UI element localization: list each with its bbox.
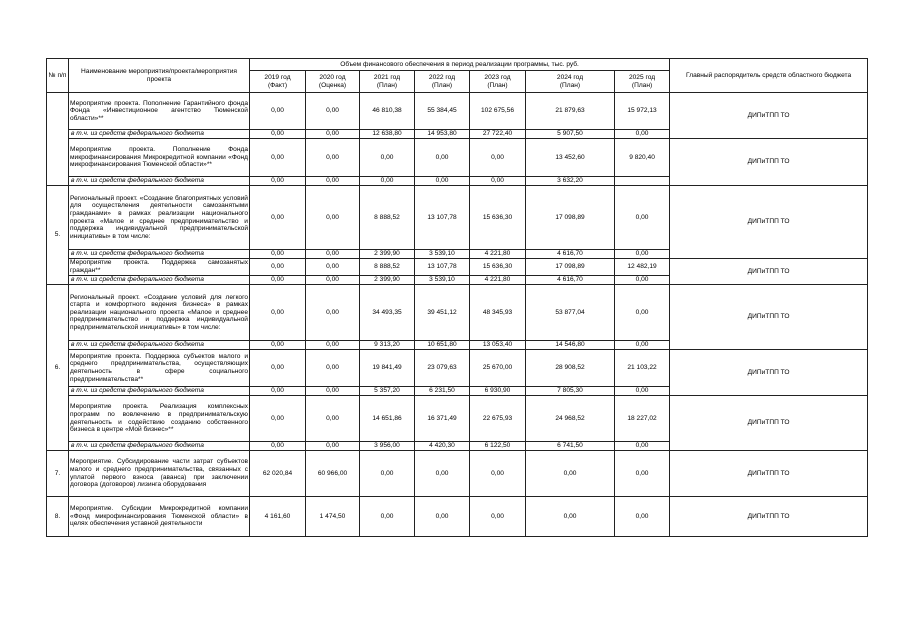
- row-name: Мероприятие проекта. Поддержка самозанятых граждан**: [70, 259, 248, 274]
- value-cell: 60 966,00: [306, 451, 360, 497]
- value-cell: 48 345,93: [470, 285, 526, 341]
- value-cell: 0,00: [306, 186, 360, 250]
- value-cell: 6 122,50: [470, 442, 526, 451]
- header-year-label: 2023 год: [484, 73, 511, 81]
- table-row: [47, 186, 868, 250]
- row-name: Мероприятие проекта. Поддержка субъектов малого и среднего предпринимательства, осуществляющих деятельность в сфере социального предпринимательства**: [69, 350, 250, 387]
- header-year-type: (План): [487, 81, 508, 89]
- value-cell: 0,00: [415, 177, 470, 186]
- value-cell: 62 020,84: [250, 451, 306, 497]
- distributor-cell: ДИПиТПП ТО: [670, 451, 868, 497]
- value-cell: 53 877,04: [526, 285, 615, 341]
- value-cell: 0,00: [250, 177, 306, 186]
- header-year-label: 2019 год: [264, 73, 291, 81]
- value-cell: 13 107,78: [415, 186, 470, 250]
- value-cell: 46 810,38: [360, 93, 415, 130]
- value-cell: 17 098,89: [526, 259, 615, 276]
- table-row: [47, 93, 868, 130]
- value-cell: 22 675,93: [470, 396, 526, 442]
- row-name: Мероприятие. Субсидии Микрокредитной компании «Фонд микрофинансирования Тюменской области» в целях обеспечения уставной деятельности: [69, 497, 250, 537]
- value-cell: 34 493,35: [360, 285, 415, 341]
- value-cell: 8 888,52: [360, 186, 415, 250]
- value-cell: 27 722,40: [470, 130, 526, 139]
- value-cell: 13 452,60: [526, 139, 615, 177]
- row-name: в т.ч. из средств федерального бюджета: [69, 442, 250, 451]
- value-cell: 0,00: [250, 139, 306, 177]
- value-cell: 0,00: [250, 186, 306, 250]
- value-cell: 0,00: [250, 93, 306, 130]
- table-row: [47, 139, 868, 177]
- value-cell: 14 651,86: [360, 396, 415, 442]
- value-cell: 0,00: [470, 177, 526, 186]
- row-name: Региональный проект. «Создание условий для легкого старта и комфортного ведения бизнеса» в рамках реализации национального проекта «Малое и среднее предпринимательство и поддержка индивидуальной предпринимательской инициативы» в том числе:: [69, 285, 250, 341]
- distributor-cell: ДИПиТПП ТО: [670, 93, 868, 139]
- value-cell: 0,00: [360, 497, 415, 537]
- value-cell: 19 841,49: [360, 350, 415, 387]
- table-row: [47, 451, 868, 497]
- distributor-cell: ДИПиТПП ТО: [670, 186, 868, 259]
- table-row: [47, 350, 868, 387]
- value-cell: 16 371,49: [415, 396, 470, 442]
- header-year-type: (План): [376, 81, 398, 89]
- distributor-cell: ДИПиТПП ТО: [670, 497, 868, 537]
- header-year-5: [526, 71, 615, 93]
- value-cell: 7 805,30: [526, 387, 615, 396]
- value-cell: 0,00: [306, 442, 360, 451]
- header-year-0: [250, 71, 306, 93]
- value-cell: 0,00: [615, 276, 670, 285]
- header-year-type: (План): [559, 81, 581, 89]
- row-name: в т.ч. из средств федерального бюджета: [69, 387, 250, 396]
- value-cell: 0,00: [306, 93, 360, 130]
- value-cell: 0,00: [470, 451, 526, 497]
- value-cell: 2 399,90: [360, 250, 415, 259]
- row-name: Мероприятие. Субсидирование части затрат субъектов малого и среднего предпринимательства, связанных с уплатой первого взноса (аванса) при заключении договора (договоров) лизинга оборудования: [69, 451, 250, 497]
- value-cell: 0,00: [615, 130, 670, 139]
- row-name: в т.ч. из средств федерального бюджета: [69, 250, 250, 259]
- value-cell: 0,00: [306, 387, 360, 396]
- value-cell: 0,00: [306, 139, 360, 177]
- value-cell: 0,00: [615, 250, 670, 259]
- value-cell: 9 820,40: [615, 139, 670, 177]
- distributor-cell: ДИПиТПП ТО: [670, 285, 868, 350]
- value-cell: 4 616,70: [526, 276, 615, 285]
- header-year-3: [415, 71, 470, 93]
- header-funding: Объем финансового обеспечения в период реализации программы, тыс. руб.: [250, 59, 670, 71]
- value-cell: 25 670,00: [470, 350, 526, 387]
- value-cell: 0,00: [526, 497, 615, 537]
- row-number: 6.: [47, 285, 69, 451]
- value-cell: 0,00: [250, 387, 306, 396]
- value-cell: 14 546,80: [526, 341, 615, 350]
- row-name: Региональный проект. «Создание благоприятных условий для осуществления деятельности самозанятыми гражданами» в рамках реализации национального проекта «Малое и среднее предпринимательство и поддержка индивидуальной предпринимательской инициативы» в том числе:: [69, 186, 250, 250]
- row-name: в т.ч. из средств федерального бюджета: [69, 276, 250, 285]
- header-year-type: (Факт): [267, 81, 288, 89]
- header-year-label: 2024 год: [556, 73, 584, 81]
- value-cell: 0,00: [306, 350, 360, 387]
- value-cell: 0,00: [306, 285, 360, 341]
- value-cell: 2 399,90: [360, 276, 415, 285]
- value-cell: 4 420,30: [415, 442, 470, 451]
- value-cell: 0,00: [415, 451, 470, 497]
- value-cell: 12 638,80: [360, 130, 415, 139]
- table-row: [47, 396, 868, 442]
- header-year-4: [470, 71, 526, 93]
- value-cell: 21 879,63: [526, 93, 615, 130]
- header-year-label: 2020 год: [319, 73, 346, 81]
- value-cell: 0,00: [306, 250, 360, 259]
- row-number: 7.: [47, 451, 69, 497]
- value-cell: [615, 177, 670, 186]
- value-cell: 0,00: [615, 285, 670, 341]
- row-name: в т.ч. из средств федерального бюджета: [69, 130, 250, 139]
- header-year-1: [306, 71, 360, 93]
- header-year-type: (План): [431, 81, 453, 89]
- value-cell: 0,00: [615, 387, 670, 396]
- header-year-type: (План): [631, 81, 653, 89]
- value-cell: 3 539,10: [415, 276, 470, 285]
- value-cell: 4 221,80: [470, 276, 526, 285]
- value-cell: 0,00: [250, 285, 306, 341]
- value-cell: 0,00: [360, 139, 415, 177]
- value-cell: 9 313,20: [360, 341, 415, 350]
- value-cell: 102 675,56: [470, 93, 526, 130]
- row-number: [47, 93, 69, 186]
- value-cell: 0,00: [250, 350, 306, 387]
- value-cell: 0,00: [360, 451, 415, 497]
- value-cell: 0,00: [250, 250, 306, 259]
- value-cell: 15 636,30: [470, 259, 526, 276]
- value-cell: 10 651,80: [415, 341, 470, 350]
- value-cell: 6 930,90: [470, 387, 526, 396]
- value-cell: 3 632,20: [526, 177, 615, 186]
- value-cell: 15 972,13: [615, 93, 670, 130]
- value-cell: 0,00: [615, 451, 670, 497]
- value-cell: 0,00: [306, 259, 360, 276]
- value-cell: 39 451,12: [415, 285, 470, 341]
- value-cell: 0,00: [306, 341, 360, 350]
- value-cell: 12 482,19: [615, 259, 670, 276]
- row-name: Мероприятие проекта. Пополнение Гарантийного фонда Фонда «Инвестиционное агентство Тюменской области»**: [69, 93, 250, 130]
- value-cell: 13 053,40: [470, 341, 526, 350]
- value-cell: 17 098,89: [526, 186, 615, 250]
- row-name: в т.ч. из средств федерального бюджета: [69, 341, 250, 350]
- value-cell: 4 161,60: [250, 497, 306, 537]
- value-cell: 55 384,45: [415, 93, 470, 130]
- value-cell: 28 908,52: [526, 350, 615, 387]
- row-name: Мероприятие проекта. Пополнение Фонда микрофинансирования Микрокредитной компании «Фонд микрофинансирования Тюменской области»**: [69, 139, 250, 177]
- row-number: 5.: [47, 186, 69, 285]
- value-cell: 14 953,80: [415, 130, 470, 139]
- value-cell: 0,00: [360, 177, 415, 186]
- header-year-2: [360, 71, 415, 93]
- value-cell: 0,00: [250, 130, 306, 139]
- value-cell: 15 636,30: [470, 186, 526, 250]
- value-cell: 0,00: [470, 139, 526, 177]
- value-cell: 0,00: [250, 276, 306, 285]
- header-no: № п/п: [47, 59, 69, 93]
- value-cell: 21 103,22: [615, 350, 670, 387]
- value-cell: 6 741,50: [526, 442, 615, 451]
- value-cell: 4 221,80: [470, 250, 526, 259]
- distributor-cell: ДИПиТПП ТО: [670, 350, 868, 396]
- header-year-label: 2021 год: [373, 73, 401, 81]
- value-cell: 0,00: [615, 186, 670, 250]
- value-cell: 0,00: [306, 396, 360, 442]
- value-cell: 23 079,63: [415, 350, 470, 387]
- table-row: [47, 497, 868, 537]
- header-distributor: Главный распорядитель средств областного бюджета: [670, 59, 868, 93]
- header-year-label: 2025 год: [628, 73, 656, 81]
- value-cell: 0,00: [615, 497, 670, 537]
- value-cell: 0,00: [415, 139, 470, 177]
- value-cell: 4 616,70: [526, 250, 615, 259]
- value-cell: 24 968,52: [526, 396, 615, 442]
- value-cell: 18 227,02: [615, 396, 670, 442]
- value-cell: 0,00: [306, 130, 360, 139]
- row-name: Мероприятие проекта. Реализация комплексных программ по вовлечению в предпринимательскую деятельность и содействию созданию собственного бизнеса в центре «Мой бизнес»**: [69, 396, 250, 442]
- row-name: в т.ч. из средств федерального бюджета: [69, 177, 250, 186]
- value-cell: 0,00: [470, 497, 526, 537]
- value-cell: 1 474,50: [306, 497, 360, 537]
- value-cell: 6 231,50: [415, 387, 470, 396]
- header-year-type: (Оценка): [318, 81, 347, 89]
- value-cell: 0,00: [615, 442, 670, 451]
- distributor-cell: ДИПиТПП ТО: [670, 259, 868, 285]
- distributor-cell: ДИПиТПП ТО: [670, 139, 868, 186]
- value-cell: 0,00: [415, 497, 470, 537]
- value-cell: 0,00: [306, 177, 360, 186]
- value-cell: 0,00: [250, 341, 306, 350]
- value-cell: 5 357,20: [360, 387, 415, 396]
- value-cell: 0,00: [306, 276, 360, 285]
- value-cell: 3 956,00: [360, 442, 415, 451]
- value-cell: 3 539,10: [415, 250, 470, 259]
- table-row: [47, 259, 868, 276]
- header-year-6: [615, 71, 670, 93]
- row-number: 8.: [47, 497, 69, 537]
- value-cell: 0,00: [250, 396, 306, 442]
- value-cell: 13 107,78: [415, 259, 470, 276]
- table-row: [47, 285, 868, 341]
- value-cell: 0,00: [250, 442, 306, 451]
- value-cell: 8 888,52: [360, 259, 415, 276]
- header-year-label: 2022 год: [428, 73, 456, 81]
- distributor-cell: ДИПиТПП ТО: [670, 396, 868, 451]
- value-cell: 0,00: [615, 341, 670, 350]
- header-name: Наименование мероприятия/проекта/мероприятия проекта: [69, 59, 250, 93]
- value-cell: 0,00: [526, 451, 615, 497]
- value-cell: 0,00: [250, 259, 306, 276]
- value-cell: 5 907,50: [526, 130, 615, 139]
- funding-table: [46, 58, 868, 537]
